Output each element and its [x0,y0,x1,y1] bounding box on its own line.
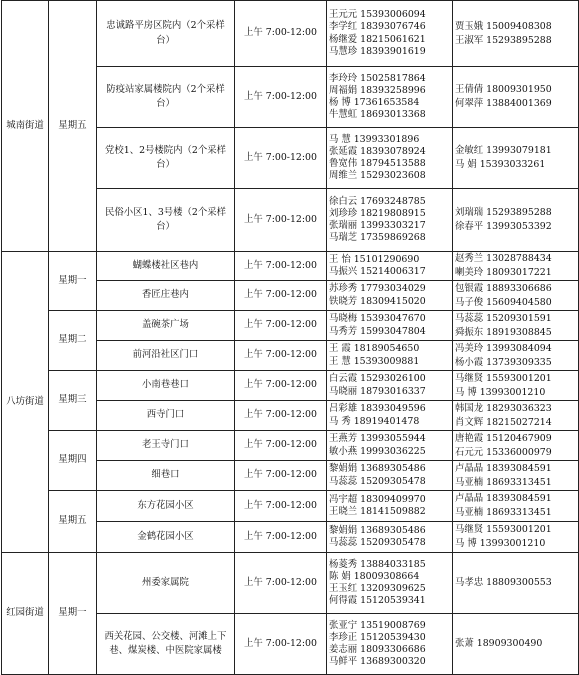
sampler-entry: 李玲玲 15025817864 [329,72,426,84]
site-location-cell: 防疫站家属楼院内（2个采样台） [97,67,235,128]
staff-entry: 马继贤 15593001201 [455,372,552,384]
weekday-cell: 星期二 [49,311,97,371]
sampler-entry: 鲁宽伟 18794513588 [329,158,426,169]
staff-list-cell [453,431,579,461]
staff-entry: 唐艳霞 15120467909 [455,432,552,444]
staff-entry: 王淑军 15293895288 [455,34,552,46]
staff-list-cell [453,401,579,431]
sampler-entry: 陈 娟 18009308664 [329,570,420,582]
sampler-list-cell [327,281,453,311]
staff-entry: 卢晶晶 18393084591 [455,493,552,504]
staff-entry: 徐春平 13993053392 [455,221,552,232]
time-cell: 上午 7:00-12:00 [235,311,327,341]
time-cell: 上午 7:00-12:00 [235,67,327,128]
staff-entry: 舜振东 18919308845 [455,326,552,338]
sampler-entry: 马 秀 18919401478 [329,415,420,427]
sampler-entry: 周维兰 15293023608 [329,170,426,182]
sampler-list-cell [327,461,453,491]
staff-entry: 韩国龙 18293036323 [455,402,552,414]
sampler-list-cell [327,522,453,553]
time-cell: 上午 7:00-12:00 [235,252,327,281]
staff-entry: 赵秀兰 13028788434 [455,253,552,264]
sampler-list-cell [327,491,453,522]
site-location-cell: 盖碗茶广场 [97,311,235,341]
time-cell: 上午 7:00-12:00 [235,371,327,401]
sampler-entry: 刘珍珍 18219808915 [329,207,426,219]
staff-list-cell [453,67,579,128]
site-location-cell: 西关花园、公交楼、河滩上下巷、煤炭楼、中医院家属楼 [97,614,235,675]
weekday-cell: 星期一 [49,252,97,311]
staff-entry: 张萧 18909300490 [455,638,543,649]
staff-entry: 包银霞 18893306686 [455,282,552,294]
sampler-entry: 马 慧 13993301896 [329,133,420,145]
sampler-entry: 王燕芳 13993055944 [329,433,426,445]
staff-list-cell [453,614,579,675]
time-cell: 上午 7:00-12:00 [235,553,327,614]
staff-entry: 马亚楠 18693313451 [455,507,552,518]
staff-list-cell [453,461,579,491]
sampler-entry: 马瑞芝 17359869268 [329,232,426,244]
street-name-cell: 城南街道 [2,1,49,252]
site-location-cell: 党校1、2号楼院内（2个采样台） [97,128,235,189]
sampler-entry: 牛慧虹 18693013368 [329,109,426,121]
staff-list-cell [453,189,579,252]
table-row [2,1,579,67]
sampler-entry: 王 霞 18189054650 [329,343,420,355]
table-row [2,553,579,614]
sampler-entry: 张瑞丽 13993303217 [329,220,426,231]
staff-entry: 马孝忠 18809300553 [455,577,552,588]
time-cell: 上午 7:00-12:00 [235,614,327,675]
table-row [2,431,579,461]
sampler-entry: 黎娟娟 13689305486 [329,463,426,475]
weekday-cell: 星期一 [49,553,97,675]
sampler-list-cell [327,252,453,281]
sampler-list-cell [327,371,453,401]
street-name-cell: 八坊街道 [2,252,49,553]
sampler-list-cell [327,431,453,461]
table-row [2,491,579,522]
sampler-list-cell [327,311,453,341]
site-location-cell: 东方花园小区 [97,491,235,522]
sampler-entry: 杨继爱 18215061621 [329,33,426,45]
staff-entry: 卢晶晶 18393084591 [455,462,552,474]
sampler-entry: 张延霞 18393078924 [329,145,426,157]
staff-list-cell [453,1,579,67]
staff-list-cell [453,252,579,281]
sampler-entry: 马慧珍 18393901619 [329,45,426,57]
time-cell: 上午 7:00-12:00 [235,341,327,371]
sampler-entry: 马蕊蕊 15209305478 [329,475,426,487]
table-row [2,311,579,341]
staff-list-cell [453,522,579,553]
site-location-cell: 州委家属院 [97,553,235,614]
staff-entry: 马蕊蕊 15209301591 [455,312,552,324]
time-cell: 上午 7:00-12:00 [235,401,327,431]
sampler-entry: 铁晓芳 18309415020 [329,295,426,307]
sampler-entry: 李珍正 15120539430 [329,631,426,643]
staff-entry: 马继贤 15593001201 [455,524,552,535]
table-row [2,371,579,401]
sampler-entry: 徐白云 17693248785 [329,195,426,207]
staff-list-cell [453,371,579,401]
sampler-entry: 王玉红 13209309625 [329,583,426,594]
time-cell: 上午 7:00-12:00 [235,491,327,522]
sampler-entry: 王元元 15393006094 [329,9,426,21]
sampler-entry: 黎娟娟 13689305486 [329,524,426,536]
sampler-entry: 张亚宁 13519008769 [329,619,426,631]
sampler-entry: 敏小燕 19993036225 [329,445,426,457]
sampler-entry: 马秀芳 15993047804 [329,325,426,337]
staff-entry: 冯美玲 13993084094 [455,342,552,354]
site-location-cell: 小南巷巷口 [97,371,235,401]
sampler-entry: 白云霞 15293026100 [329,373,426,385]
staff-entry: 何翠萍 13884001369 [455,98,552,109]
time-cell: 上午 7:00-12:00 [235,189,327,252]
staff-list-cell [453,491,579,522]
weekday-cell: 星期五 [49,491,97,553]
site-location-cell: 金鹤花园小区 [97,522,235,553]
sampler-entry: 杨菱秀 13884033185 [329,558,426,570]
staff-list-cell [453,311,579,341]
time-cell: 上午 7:00-12:00 [235,281,327,311]
staff-list-cell [453,341,579,371]
sampler-entry: 冯宇超 18309409970 [329,493,426,505]
sampler-entry: 周福娟 18393258996 [329,84,426,96]
sampler-entry: 姜志丽 18093306686 [329,644,426,655]
staff-entry: 喇美玲 18093017221 [455,267,552,278]
sampler-entry: 马晓丽 18793016337 [329,385,426,397]
site-location-cell: 老王寺门口 [97,431,235,461]
table-row [2,252,579,281]
staff-entry: 石元元 15336000979 [455,446,552,458]
weekday-cell: 星期四 [49,431,97,491]
street-name-cell: 红园街道 [2,553,49,675]
time-cell: 上午 7:00-12:00 [235,461,327,491]
sampler-entry: 李学红 18393076746 [329,21,426,33]
staff-entry: 王倩倩 18009301950 [455,84,552,95]
sampler-entry: 吕彩雄 18393049596 [329,403,426,415]
site-location-cell: 蝴蝶楼社区巷内 [97,252,235,281]
site-location-cell: 细巷口 [97,461,235,491]
sampler-list-cell [327,189,453,252]
sampler-entry: 马晓梅 15393047670 [329,313,426,325]
sampler-entry: 马鲜平 13689300320 [329,656,426,668]
sampler-list-cell [327,1,453,67]
staff-entry: 马亚楠 18693313451 [455,476,552,488]
sampler-list-cell [327,553,453,614]
sampler-list-cell [327,341,453,371]
staff-entry: 肖文辉 18215027214 [455,416,552,428]
staff-entry: 马子俊 15609404580 [455,296,552,308]
weekday-cell: 星期五 [49,1,97,252]
site-location-cell: 民俗小区1、3号楼（2个采样台） [97,189,235,252]
sampling-schedule-table [1,0,579,675]
staff-list-cell [453,553,579,614]
site-location-cell: 西寺门口 [97,401,235,431]
staff-entry: 马 娟 15393033261 [455,159,546,170]
sampler-list-cell [327,67,453,128]
sampler-entry: 苏珍秀 17793034029 [329,283,426,295]
site-location-cell: 前河沿社区门口 [97,341,235,371]
staff-entry: 刘瑞瑞 15293895288 [455,207,552,218]
staff-entry: 金敏红 13993079181 [455,145,552,156]
staff-entry: 杨小霞 13739309335 [455,356,552,368]
time-cell: 上午 7:00-12:00 [235,1,327,67]
staff-entry: 马 博 13993001210 [455,538,546,549]
sampler-entry: 何得霞 15120539341 [329,595,426,607]
site-location-cell: 忠诚路平房区院内（2个采样台） [97,1,235,67]
staff-list-cell [453,281,579,311]
time-cell: 上午 7:00-12:00 [235,522,327,553]
sampler-entry: 马振兴 15214006317 [329,266,426,277]
time-cell: 上午 7:00-12:00 [235,431,327,461]
sampler-entry: 王晓兰 18141509882 [329,506,426,517]
sampler-entry: 杨 博 17361653584 [329,97,420,108]
sampler-list-cell [327,401,453,431]
weekday-cell: 星期三 [49,371,97,431]
sampler-entry: 马蕊蕊 15209305478 [329,537,426,548]
staff-entry: 马 博 13993001210 [455,386,546,398]
staff-list-cell [453,128,579,189]
sampler-list-cell [327,128,453,189]
sampler-list-cell [327,614,453,675]
sampler-entry: 王 慧 15393009881 [329,355,420,367]
sampler-entry: 王 怡 15101290690 [329,253,420,265]
time-cell: 上午 7:00-12:00 [235,128,327,189]
schedule-body [2,1,579,675]
staff-entry: 贾玉娥 15009408308 [455,20,552,32]
site-location-cell: 香匠庄巷内 [97,281,235,311]
